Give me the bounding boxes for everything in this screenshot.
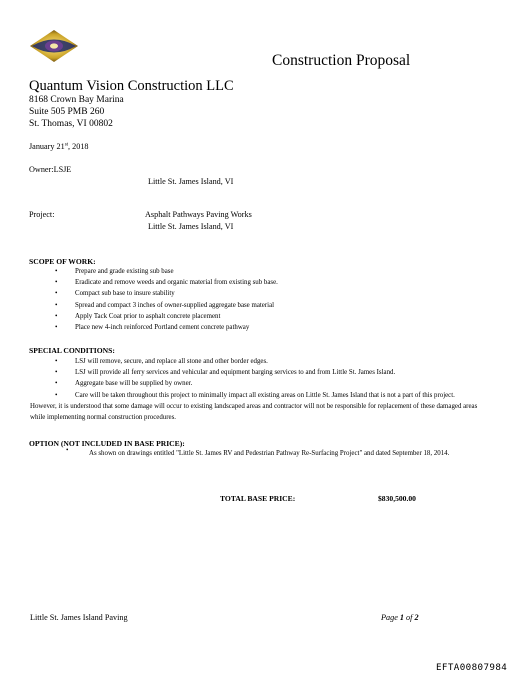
scope-list <box>75 266 475 333</box>
company-logo <box>29 29 79 63</box>
list-item: • LSJ will remove, secure, and replace all stone and other border edges. <box>75 356 483 367</box>
bates-number: EFTA00807984 <box>436 662 508 673</box>
footer-project: Little St. James Island Paving <box>30 613 128 622</box>
diamond-logo-icon <box>29 29 79 63</box>
list-item: • Care will be taken throughout this project to minimally impact all existing areas on Little St. James Island that is not a part of this project. However, it is understood that some damage will occur to existing landscaped areas and contractor will not be responsible for replacement of these damaged areas while implementing normal construction procedures. <box>30 390 483 424</box>
owner-location: Little St. James Island, VI <box>148 177 234 186</box>
list-item: • Aggregate base will be supplied by owner. <box>75 378 483 389</box>
owner-name: LSJE <box>53 165 72 174</box>
total-value: $830,500.00 <box>378 494 416 503</box>
page-number: Page 1 of 2 <box>381 613 419 622</box>
address-line-2: Suite 505 PMB 260 <box>29 107 105 117</box>
company-name: Quantum Vision Construction LLC <box>29 78 234 94</box>
list-item: • Eradicate and remove weeds and organic material from existing sub base. <box>75 277 475 288</box>
list-item: • Prepare and grade existing sub base <box>75 266 475 277</box>
option-text: As shown on drawings entitled "Little St. James RV and Pedestrian Pathway Re-Surfacing Project" and dated September 18, 2014. <box>89 450 450 457</box>
owner-line <box>29 165 71 174</box>
special-list <box>30 356 483 423</box>
special-heading: SPECIAL CONDITIONS: <box>29 346 115 355</box>
scope-heading: SCOPE OF WORK: <box>29 257 96 266</box>
list-item: • Compact sub base to insure stability <box>75 288 475 299</box>
option-heading: OPTION (NOT INCLUDED IN BASE PRICE): <box>29 439 185 448</box>
list-item: • Spread and compact 3 inches of owner-supplied aggregate base material <box>75 300 475 311</box>
address-line-1: 8168 Crown Bay Marina <box>29 95 124 105</box>
owner-label: Owner: <box>29 165 54 174</box>
total-label: TOTAL BASE PRICE: <box>220 494 296 503</box>
proposal-date: January 21st, 2018 <box>29 142 89 151</box>
project-location: Little St. James Island, VI <box>148 222 234 231</box>
project-label: Project: <box>29 210 55 219</box>
document-title: Construction Proposal <box>272 52 411 69</box>
address-line-3: St. Thomas, VI 00802 <box>29 119 113 129</box>
list-item: • Apply Tack Coat prior to asphalt concrete placement <box>75 311 475 322</box>
list-item: • LSJ will provide all ferry services and vehicular and equipment barging services to and from Little St. James Island. <box>75 367 483 378</box>
project-name: Asphalt Pathways Paving Works <box>145 210 252 219</box>
list-item: • Place new 4-inch reinforced Portland cement concrete pathway <box>75 322 475 333</box>
